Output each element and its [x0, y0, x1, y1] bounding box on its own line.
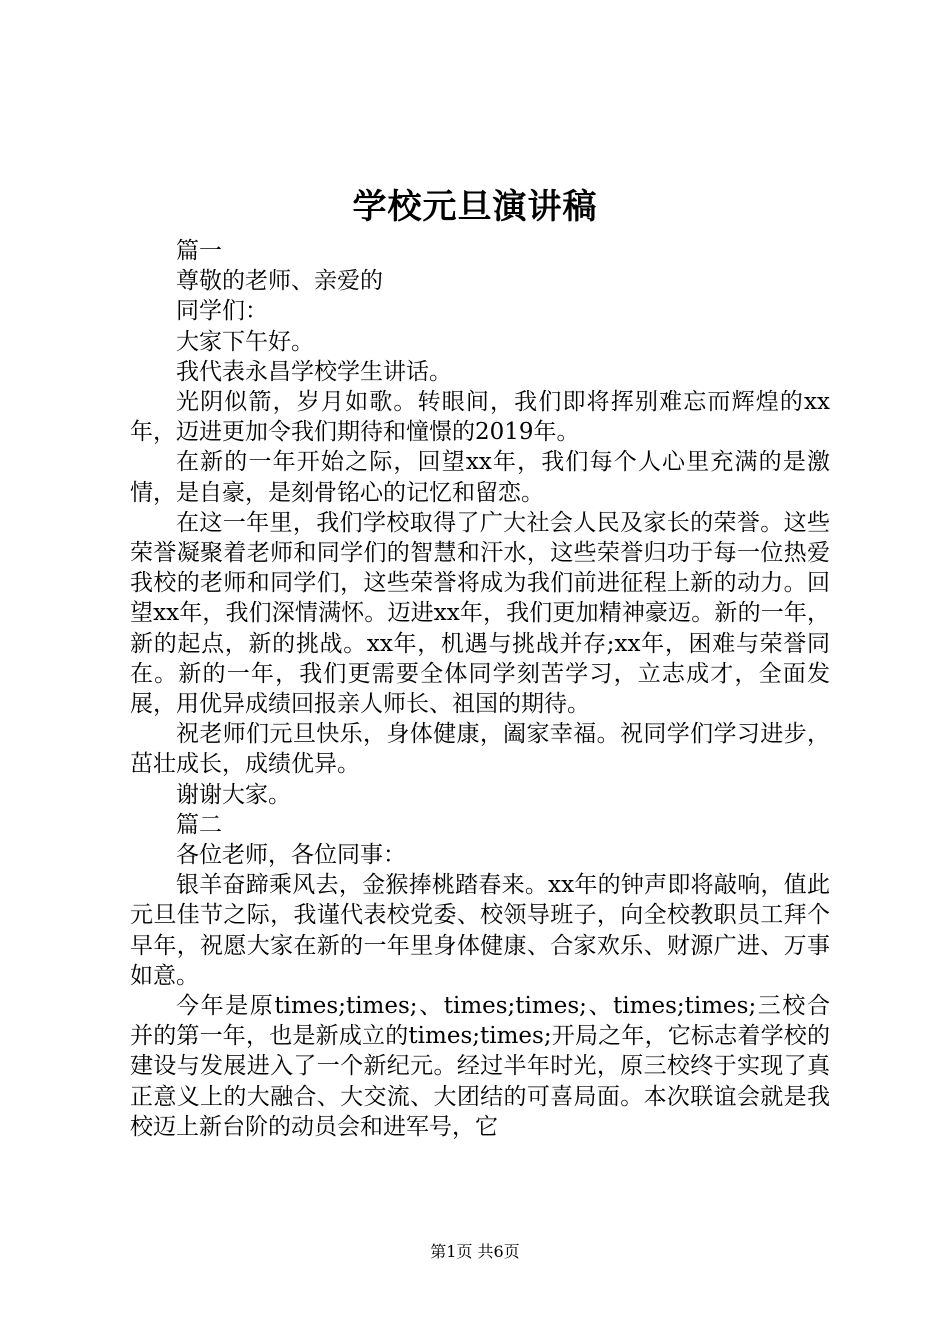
paragraph: 在这一年里，我们学校取得了广大社会人民及家长的荣誉。这些荣誉凝聚着老师和同学们的智慧和汗水，这些荣誉归功于每一位热爱我校的老师和同学们，这些荣誉将成为我们前进征程上新的动力。回望xx年，我们深情满怀。迈进xx年，我们更加精神豪迈。新的一年，新的起点，新的挑战。xx年，机遇与挑战并存;xx年，困难与荣誉同在。新的一年，我们更需要全体同学刻苦学习，立志成才，全面发展，用优异成绩回报亲人师长、祖国的期待。 [130, 509, 830, 718]
paragraph: 今年是原times;times;、times;times;、times;times;三校合并的第一年，也是新成立的times;times;开局之年，它标志着学校的建设与发展进入了一个新纪元。经过半年时光，原三校终于实现了真正意义上的大融合、大交流、大团结的可喜局面。本次联谊会就是我校迈上新台阶的动员会和进军号，它 [130, 993, 830, 1140]
closing-thanks: 谢谢大家。 [176, 781, 291, 808]
speaker-intro: 我代表永昌学校学生讲话。 [176, 358, 452, 385]
greeting: 大家下午好。 [176, 328, 314, 355]
salutation-line-3: 各位老师，各位同事： [176, 842, 406, 869]
document-body [130, 236, 830, 1142]
paragraph: 银羊奋蹄乘风去，金猴捧桃踏春来。xx年的钟声即将敲响，值此元旦佳节之际，我谨代表校党委、校领导班子，向全校教职员工拜个早年，祝愿大家在新的一年里身体健康、合家欢乐、财源广进、万事如意。 [130, 872, 830, 989]
salutation-line-2: 同学们： [176, 298, 268, 325]
page-number-footer: 第1页 共6页 [430, 1242, 520, 1261]
paragraph: 光阴似箭，岁月如歌。转眼间，我们即将挥别难忘而辉煌的xx年，迈进更加令我们期待和憧憬的2019年。 [130, 389, 830, 446]
section-heading-2: 篇二 [176, 811, 222, 838]
paragraph: 祝老师们元旦快乐，身体健康，阖家幸福。祝同学们学习进步，茁壮成长，成绩优异。 [130, 721, 830, 778]
document-title: 学校元旦演讲稿 [352, 187, 598, 227]
salutation-line-1: 尊敬的老师、亲爱的 [176, 268, 383, 295]
paragraph: 在新的一年开始之际，回望xx年，我们每个人心里充满的是激情，是自豪，是刻骨铭心的记忆和留恋。 [130, 449, 830, 506]
section-heading-1: 篇一 [176, 238, 222, 264]
